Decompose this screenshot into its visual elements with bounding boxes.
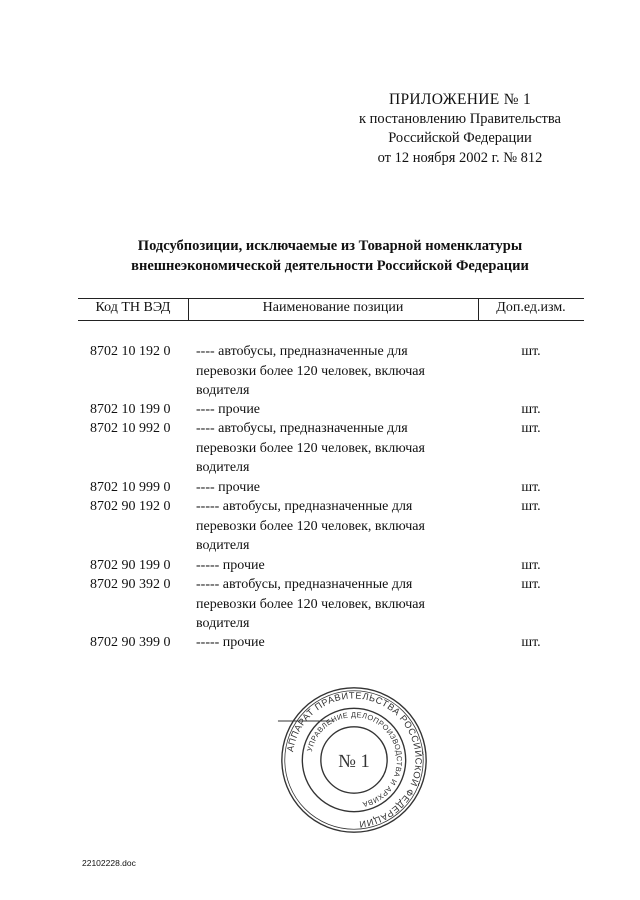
row-code: 8702 90 399 0: [90, 635, 171, 650]
row-code: 8702 90 392 0: [90, 577, 171, 592]
row-name: ---- прочие: [196, 480, 261, 495]
row-unit: шт.: [521, 421, 541, 436]
row-name: ----- автобусы, предназначенные для перевозки более 120 человек, включая водителя: [196, 577, 425, 631]
column-header-unit: Доп.ед.изм.: [496, 300, 566, 315]
seal-inner-text: УПРАВЛЕНИЕ ДЕЛОПРОИЗВОДСТВА И АРХИВА: [304, 710, 404, 810]
official-seal: [276, 682, 432, 838]
row-code: 8702 10 992 0: [90, 421, 171, 436]
seal-outer-text: АППАРАТ ПРАВИТЕЛЬСТВА РОССИЙСКОЙ ФЕДЕРАЦИИ: [285, 690, 424, 830]
row-code: 8702 10 192 0: [90, 344, 171, 359]
row-unit: шт.: [521, 344, 541, 359]
table-top-rule: [78, 298, 584, 299]
row-unit: шт.: [521, 499, 541, 514]
row-unit: шт.: [521, 402, 541, 417]
row-name: ---- прочие: [196, 402, 261, 417]
appendix-title: ПРИЛОЖЕНИЕ № 1: [388, 91, 532, 108]
document-title: [60, 236, 600, 276]
appendix-line: к постановлению Правительства: [359, 110, 561, 127]
row-code: 8702 10 999 0: [90, 480, 171, 495]
column-header-code: Код ТН ВЭД: [95, 300, 171, 315]
row-unit: шт.: [521, 480, 541, 495]
row-unit: шт.: [521, 635, 541, 650]
row-name: ----- прочие: [196, 558, 265, 573]
column-header-name: Наименование позиции: [262, 300, 404, 315]
document-title-line: Подсубпозиции, исключаемые из Товарной номенклатуры: [137, 238, 523, 254]
row-code: 8702 90 199 0: [90, 558, 171, 573]
row-unit: шт.: [521, 577, 541, 592]
row-unit: шт.: [521, 558, 541, 573]
file-name: 22102228.doc: [82, 858, 136, 868]
row-code: 8702 90 192 0: [90, 499, 171, 514]
seal-number: № 1: [338, 750, 370, 772]
row-name: ----- прочие: [196, 635, 265, 650]
appendix-line: Российской Федерации: [388, 130, 532, 146]
appendix-date: от 12 ноября 2002 г. № 812: [377, 149, 543, 166]
appendix-block: [330, 90, 590, 168]
row-name: ---- автобусы, предназначенные для перевозки более 120 человек, включая водителя: [196, 344, 425, 398]
document-title-line: внешнеэкономической деятельности Российской Федерации: [131, 258, 529, 274]
table-header-rule: [78, 320, 584, 321]
row-code: 8702 10 199 0: [90, 402, 171, 417]
row-name: ----- автобусы, предназначенные для перевозки более 120 человек, включая водителя: [196, 499, 425, 553]
row-name: ---- автобусы, предназначенные для перевозки более 120 человек, включая водителя: [196, 421, 425, 475]
